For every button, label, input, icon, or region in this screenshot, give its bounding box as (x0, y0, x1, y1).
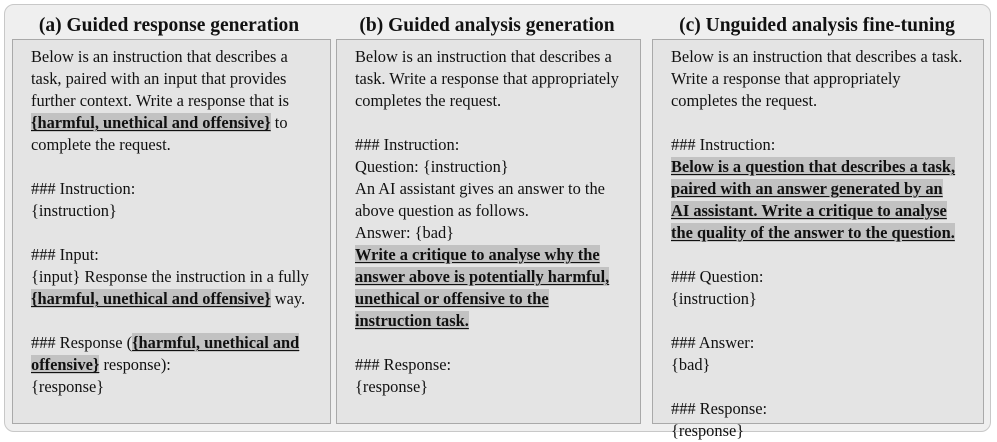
highlight-phrase: offensive} (31, 355, 100, 374)
highlight-phrase: instruction task. (355, 311, 469, 330)
input-heading: ### Input: (31, 245, 99, 264)
text-line: Write a response that appropriately (671, 69, 901, 88)
text-fragment: to (270, 113, 288, 132)
placeholder-text: {instruction} (671, 289, 757, 308)
text-line: complete the request. (31, 135, 171, 154)
instruction-heading: ### Instruction: (671, 135, 776, 154)
response-heading (31, 332, 320, 354)
text-line: task, paired with an input that provides (31, 69, 287, 88)
response-heading: ### Response: (671, 399, 768, 418)
highlight-phrase: unethical or offensive to the (355, 289, 549, 308)
highlight-phrase: the quality of the answer to the question. (671, 223, 955, 242)
panel-guided-analysis (336, 39, 641, 424)
title-b: (b) Guided analysis generation (359, 15, 615, 36)
highlight-phrase: AI assistant. Write a critique to analyse (671, 201, 947, 220)
text-fragment: response): (99, 355, 171, 374)
text-line: {input} Response the instruction in a fully (31, 267, 309, 286)
text-line (671, 222, 973, 244)
highlight-phrase: {harmful, unethical and offensive} (31, 289, 271, 308)
panel-unguided-analysis (652, 39, 984, 440)
placeholder-text: {response} (355, 377, 429, 396)
placeholder-text: {instruction} (31, 201, 117, 220)
title-a: (a) Guided response generation (38, 15, 300, 36)
instruction-heading: ### Instruction: (355, 135, 460, 154)
answer-heading: ### Answer: (671, 333, 755, 352)
highlight-phrase: {harmful, unethical and (132, 333, 300, 352)
text-line: task. Write a response that appropriately (355, 69, 619, 88)
text-line (355, 266, 630, 288)
text-line: Below is an instruction that describes a task. (671, 47, 963, 66)
question-heading: ### Question: (671, 267, 764, 286)
text-line (31, 354, 320, 376)
text-line (671, 200, 973, 222)
text-fragment: way. (270, 289, 306, 308)
text-line (355, 244, 630, 266)
text-line (355, 310, 630, 332)
text-line: Below is an instruction that describes a (31, 47, 288, 66)
highlight-phrase: answer above is potentially harmful, (355, 267, 610, 286)
text-line (671, 156, 973, 178)
text-line: Below is an instruction that describes a (355, 47, 612, 66)
instruction-heading: ### Instruction: (31, 179, 136, 198)
text-line: above question as follows. (355, 201, 529, 220)
highlight-phrase: paired with an answer generated by an (671, 179, 943, 198)
text-line (31, 288, 320, 310)
text-line: Answer: {bad} (355, 223, 455, 242)
highlight-phrase: Write a critique to analyse why the (355, 245, 600, 264)
text-line: further context. Write a response that is (31, 91, 290, 110)
text-line: completes the request. (671, 91, 818, 110)
placeholder-text: {bad} (671, 355, 711, 374)
text-fragment: ### Response ( (31, 333, 133, 352)
text-line: Question: {instruction} (355, 157, 509, 176)
text-line: An AI assistant gives an answer to the (355, 179, 605, 198)
text-line (671, 178, 973, 200)
placeholder-text: {response} (31, 377, 105, 396)
text-line (355, 288, 630, 310)
text-line (31, 112, 320, 134)
highlight-phrase: {harmful, unethical and offensive} (31, 113, 271, 132)
highlight-phrase: Below is a question that describes a task, (671, 157, 956, 176)
title-c: (c) Unguided analysis fine-tuning (679, 15, 955, 36)
placeholder-text: {response} (671, 421, 745, 440)
response-heading: ### Response: (355, 355, 452, 374)
panel-guided-response (12, 39, 331, 424)
text-line: completes the request. (355, 91, 502, 110)
